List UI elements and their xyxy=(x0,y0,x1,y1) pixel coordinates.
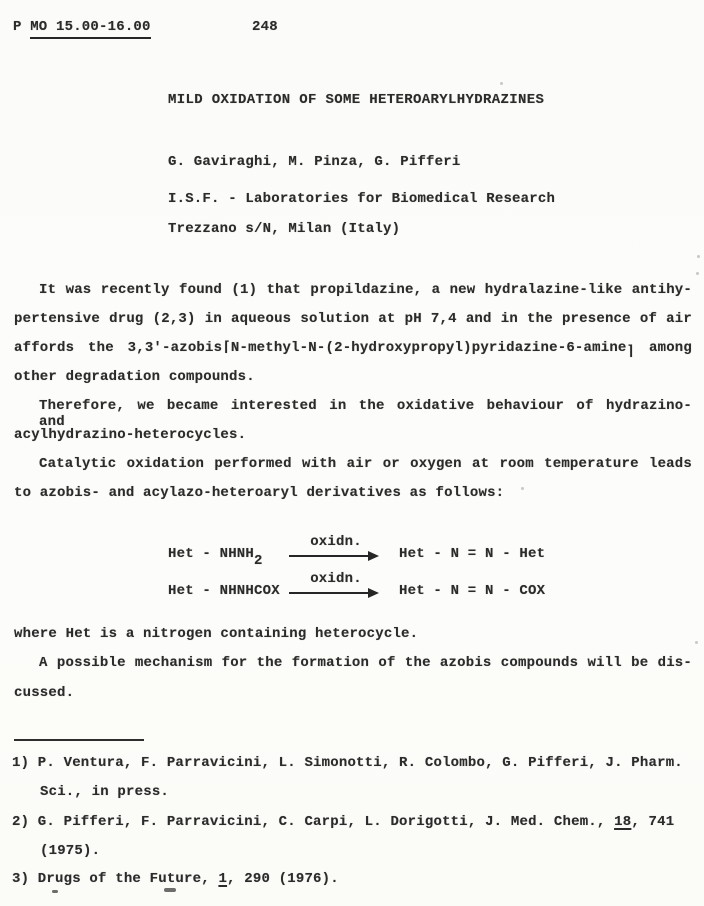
body-line-p3-1: Catalytic oxidation performed with air or oxygen at room temperature leads xyxy=(39,456,692,472)
body-line-p3-2: to azobis- and acylazo-heteroaryl derivatives as follows: xyxy=(14,485,505,501)
reaction-arrow-2 xyxy=(289,592,377,594)
reference-line-1a: 1) P. Ventura, F. Parravicini, L. Simonotti, R. Colombo, G. Pifferi, J. Pharm. xyxy=(12,755,683,771)
volume-number-1: 1 xyxy=(218,871,228,887)
affiliation-line-1: I.S.F. - Laboratories for Biomedical Research xyxy=(168,191,556,207)
body-line-p5-2: cussed. xyxy=(14,685,75,701)
reference-2-pages: , 741 xyxy=(631,814,675,830)
reaction-rhs-2: Het - N = N - COX xyxy=(399,583,546,599)
reaction-rhs-1: Het - N = N - Het xyxy=(399,546,546,562)
formula-text-inner: N-methyl-N-(2-hydroxypropyl)pyridazine-6-amine xyxy=(230,340,627,356)
body-line-p2-2: acylhydrazino-heterocycles. xyxy=(14,427,247,443)
scan-speck xyxy=(500,82,503,85)
body-line-p1-1: It was recently found (1) that propildazine, a new hydralazine-like antihy- xyxy=(39,282,692,298)
paper-title: MILD OXIDATION OF SOME HETEROARYLHYDRAZINES xyxy=(168,92,545,108)
reference-3-text: 3) Drugs of the Future, xyxy=(12,871,219,887)
reaction-lhs-1 xyxy=(168,546,263,569)
formula-text-pre: affords the 3,3'-azobis xyxy=(14,340,223,356)
reference-3-pages: , 290 (1976). xyxy=(227,871,339,887)
affiliation-line-2: Trezzano s/N, Milan (Italy) xyxy=(168,221,401,237)
reference-line-3 xyxy=(12,871,339,887)
session-prefix: P xyxy=(13,19,31,35)
scan-speck xyxy=(697,255,700,258)
session-time-underlined: MO 15.00-16.00 xyxy=(30,19,150,39)
reference-2-text: 2) G. Pifferi, F. Parravicini, C. Carpi, L. Dorigotti, J. Med. Chem., xyxy=(12,814,615,830)
body-line-p1-2: pertensive drug (2,3) in aqueous solution at pH 7,4 and in the presence of air xyxy=(14,311,692,327)
volume-number-18: 18 xyxy=(614,814,632,830)
reaction-lhs-2: Het - NHNHCOX xyxy=(168,583,280,599)
body-line-p5-1: A possible mechanism for the formation of the azobis compounds will be dis- xyxy=(39,655,692,671)
scan-speck xyxy=(695,641,698,644)
hand-drawn-close-bracket: ⌉ xyxy=(626,344,636,360)
authors-line: G. Gaviraghi, M. Pinza, G. Pifferi xyxy=(168,154,461,170)
scan-speck xyxy=(521,487,524,490)
reaction-arrow-1 xyxy=(289,555,377,557)
hand-drawn-open-bracket: ⌈ xyxy=(222,340,231,356)
body-line-p1-3 xyxy=(14,340,692,360)
page-number: 248 xyxy=(252,19,278,35)
reference-line-2b: (1975). xyxy=(40,843,101,859)
footnote-separator xyxy=(14,739,144,741)
oxidation-label-2: oxidn. xyxy=(310,571,362,587)
formula-het-nhnh: Het - NHNH xyxy=(168,546,255,562)
session-code xyxy=(13,19,151,35)
scan-smudge xyxy=(52,890,58,893)
body-line-p1-4: other degradation compounds. xyxy=(14,369,255,385)
body-line-p4: where Het is a nitrogen containing heterocycle. xyxy=(14,626,419,642)
body-line-p2-1: Therefore, we became interested in the oxidative behaviour of hydrazino- and xyxy=(39,398,692,430)
scan-smudge xyxy=(164,888,176,892)
reference-line-2a xyxy=(12,814,674,830)
oxidation-label-1: oxidn. xyxy=(310,534,362,550)
formula-text-post: among xyxy=(635,340,692,356)
scan-speck xyxy=(696,272,699,275)
reference-line-1b: Sci., in press. xyxy=(40,784,170,800)
subscript-2: 2 xyxy=(254,553,263,569)
